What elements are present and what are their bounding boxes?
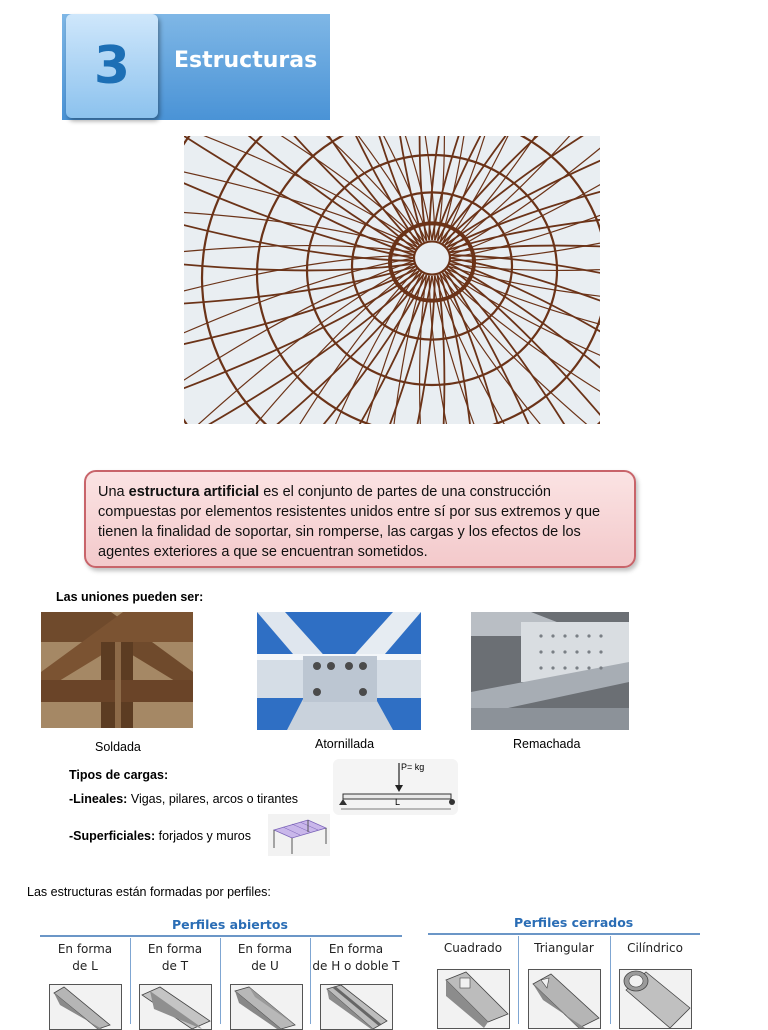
- definition-prefix: Una: [98, 484, 129, 500]
- open-profiles-title: Perfiles abiertos: [172, 917, 288, 932]
- square-profile-image: [437, 969, 510, 1029]
- definition-term: estructura artificial: [128, 484, 260, 500]
- surface-loads-label: -Superficiales:: [69, 829, 156, 843]
- riveted-label: Remachada: [513, 737, 581, 751]
- open-col-separator: [130, 938, 131, 1024]
- profiles-intro: Las estructuras están formadas por perfiles:: [27, 885, 271, 899]
- definition-text: es el conjunto de partes de una construcción compuestas por elementos resistentes unidos entre sí por sus extremos y que tienen la finalidad de soportar, sin romperse, las cargas y los efectos de los agentes exteriores a que se encuentran sometidos.: [98, 484, 601, 560]
- linear-loads-text: Vigas, pilares, arcos o tirantes: [127, 792, 299, 806]
- open-profile-t: En forma de T: [147, 942, 203, 973]
- open-col-separator: [310, 938, 311, 1024]
- riveted-joint-photo: [471, 612, 629, 730]
- linear-loads-line: [69, 792, 298, 806]
- definition-box: [84, 470, 636, 568]
- closed-profiles-rule: [428, 933, 700, 935]
- open-profile-l: En forma de L: [57, 942, 113, 973]
- closed-profile-cylindrical: Cilíndrico: [627, 941, 683, 955]
- h-profile-image: [320, 984, 393, 1030]
- open-col-separator: [220, 938, 221, 1024]
- chapter-number: 3: [93, 36, 131, 96]
- beam-length-label: L: [395, 797, 401, 807]
- open-profile-u: En forma de U: [237, 942, 293, 973]
- loads-title: Tipos de cargas:: [69, 768, 169, 782]
- closed-profile-triangular: Triangular: [534, 941, 594, 955]
- bolted-label: Atornillada: [315, 737, 375, 751]
- u-profile-image: [230, 984, 303, 1030]
- welded-label: Soldada: [95, 740, 141, 754]
- closed-profiles-title: Perfiles cerrados: [514, 915, 634, 930]
- surface-loads-text: forjados y muros: [155, 829, 252, 843]
- closed-profile-square: Cuadrado: [443, 941, 503, 955]
- t-profile-image: [139, 984, 212, 1030]
- open-profile-h: En forma de H o doble T: [312, 942, 400, 973]
- linear-loads-label: -Lineales:: [69, 792, 128, 806]
- bolted-joint-photo: [257, 612, 421, 730]
- dome-structure-photo: [184, 136, 600, 424]
- surface-loads-line: [69, 829, 251, 843]
- beam-load-diagram: [333, 759, 458, 815]
- chapter-number-box: [66, 14, 158, 118]
- unions-title: Las uniones pueden ser:: [56, 590, 204, 604]
- l-profile-image: [49, 984, 122, 1030]
- open-profiles-rule: [40, 935, 402, 937]
- chapter-title: Estructuras: [174, 48, 318, 73]
- closed-col-separator: [610, 936, 611, 1024]
- slab-diagram: [268, 814, 330, 856]
- chapter-header: [62, 14, 330, 120]
- cylindrical-profile-image: [619, 969, 692, 1029]
- closed-col-separator: [518, 936, 519, 1024]
- beam-load-label: P= kg: [401, 762, 425, 772]
- triangular-profile-image: [528, 969, 601, 1029]
- welded-joint-photo: [41, 612, 193, 728]
